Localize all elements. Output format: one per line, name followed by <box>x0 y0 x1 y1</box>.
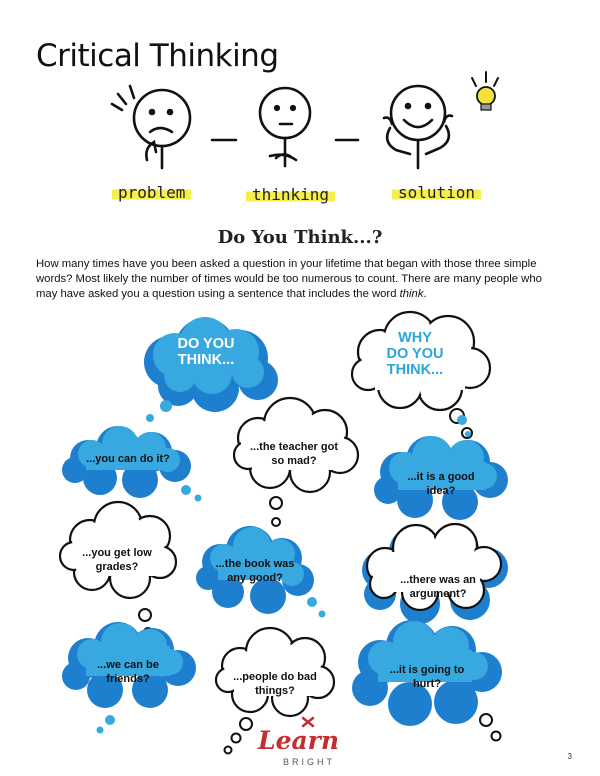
happy-face-icon <box>384 86 452 168</box>
cloud-text-bad-things: ...people do bad things? <box>233 671 317 697</box>
thinking-stages-illustration <box>100 68 500 188</box>
cloud-text-friends: ...we can be friends? <box>97 659 159 685</box>
thought-clouds <box>0 300 600 776</box>
cloud-text-book-good: ...the book was any good? <box>215 558 295 584</box>
section-subtitle: Do You Think...? <box>217 227 383 248</box>
logo-subtext: BRIGHT <box>283 757 336 767</box>
logo-text: Learn <box>258 726 340 755</box>
stage-label-solution: solution <box>392 183 481 202</box>
cloud-text-going-to-hurt: ...it is going to hurt? <box>389 664 465 690</box>
cloud-text-teacher-mad: ...the teacher got so mad? <box>249 441 339 467</box>
page-title: Critical Thinking <box>36 38 279 74</box>
lightbulb-icon <box>472 72 498 110</box>
sad-face-icon <box>112 86 190 168</box>
cloud-text-why-do-you-think: WHY DO YOU THINK... <box>386 330 444 378</box>
cloud-text-you-can-do-it: ...you can do it? <box>86 453 170 465</box>
thinking-face-icon <box>260 88 310 166</box>
stage-label-thinking: thinking <box>246 185 335 204</box>
cloud-text-argument: ...there was an argument? <box>400 574 476 600</box>
cloud-text-do-you-think: DO YOU THINK... <box>177 336 235 368</box>
cloud-text-good-idea: ...it is a good idea? <box>407 471 475 497</box>
stage-label-problem: problem <box>112 183 191 202</box>
cloud-good-idea <box>374 415 508 520</box>
page-number: 3 <box>567 752 572 761</box>
cloud-text-low-grades: ...you get low grades? <box>82 547 152 573</box>
intro-paragraph: How many times have you been asked a question in your lifetime that began with those three simple words? Most likely the number of times would be too numerous to count. There are many people who may have asked you a question using a sentence that includes the word think. <box>36 258 542 300</box>
cloud-do-you-think <box>144 317 278 422</box>
